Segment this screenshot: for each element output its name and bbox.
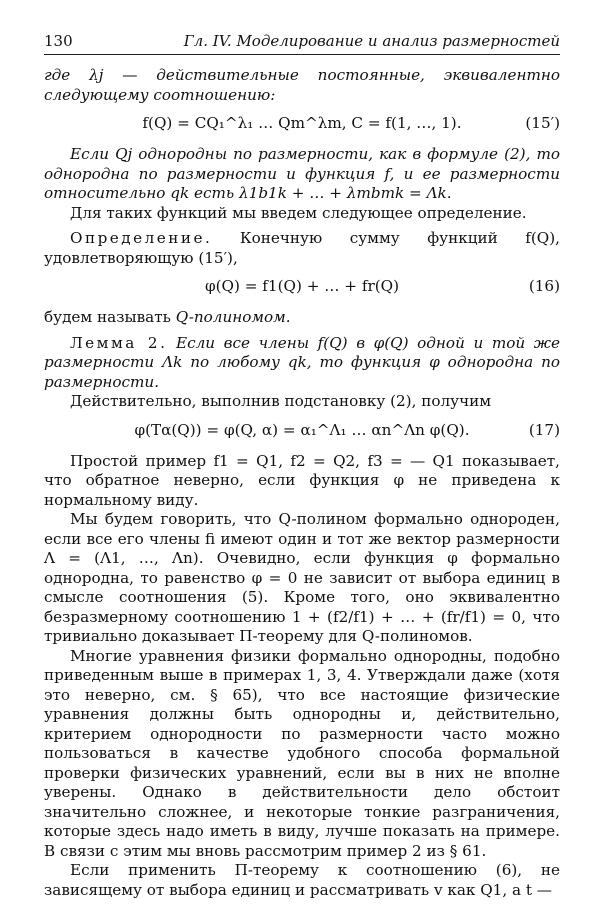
lemma-text: Если все члены f(Q) в φ(Q) одной и той же размерности Λk по любому qk, то функция φ однородна по размерности. <box>44 333 560 391</box>
paragraph: Если применить П-теорему к соотношению (6), не зависящему от выбора единиц и рассматривать v как Q1, а t — <box>44 861 560 899</box>
page-body <box>44 66 560 900</box>
paragraph <box>44 308 560 328</box>
equation-15prime <box>44 114 560 136</box>
page-number: 130 <box>44 32 73 50</box>
equation-17 <box>44 421 560 443</box>
equation-number: (17) <box>528 420 560 439</box>
definition-text: Конечную сумму функций f(Q), удовлетворяющую (15′), <box>44 229 560 267</box>
page-header <box>44 30 560 55</box>
equation-formula: φ(Tα(Q)) = φ(Q, α) = α₁^Λ₁ … αn^Λn φ(Q). <box>134 420 470 439</box>
definition-paragraph <box>44 229 560 268</box>
paragraph: Действительно, выполнив подстановку (2), получим <box>70 392 492 410</box>
paragraph: Простой пример f1 = Q1, f2 = Q2, f3 = — Q1 показывает, что обратное неверно, если функция φ не приведена к нормальному виду. <box>44 451 560 509</box>
paragraph-text: будем называть <box>44 308 176 326</box>
equation-number: (16) <box>528 277 560 295</box>
definition-term: Определение. <box>70 229 213 247</box>
equation-formula: f(Q) = CQ₁^λ₁ … Qm^λm, C = f(1, …, 1). <box>142 114 462 132</box>
paragraph: Многие уравнения физики формально однородны, подобно приведенным выше в примерах 1, 3, 4. Утверждали даже (хотя это неверно, см. § 65), что все настоящие физические уравнения должны быть однородны и, действительно, критерием однородности по размерности часто можно пользоваться в качестве удобного способа формальной проверки физических уравнений, если вы в них не вполне уверены. Однако в действительности дело обстоит значительно сложнее, и некоторые тонкие разграничения, которые здесь надо иметь в виду, лучше показать на примере. В связи с этим мы вновь рассмотрим пример 2 из § 61. <box>44 646 560 860</box>
equation-formula: φ(Q) = f1(Q) + … + fr(Q) <box>204 277 400 295</box>
paragraph: Мы будем говорить, что Q-полином формально однороден, если все его члены fi имеют один и тот же вектор размерности Λ = (Λ1, …, Λn). Очевидно, если функция φ формально однородна, то равенство φ = 0 не зависит от выбора единиц в смысле соотношения (5). Кроме того, оно эквивалентно безразмерному соотношению 1 + (f2/f1) + … + (fr/f1) = 0, что тривиально доказывает П-теорему для Q-полиномов. <box>44 510 560 645</box>
running-title: Гл. IV. Моделирование и анализ размерностей <box>183 32 560 50</box>
equation-number: (15′) <box>525 114 560 132</box>
paragraph: Если Qj однородны по размерности, как в формуле (2), то однородна по размерности и функция f, и ее размерности относительно qk есть λ1b1k + … + λmbmk = Λk. <box>44 145 560 202</box>
paragraph: Для таких функций мы введем следующее определение. <box>70 203 527 222</box>
lemma-paragraph <box>44 334 560 393</box>
equation-16 <box>44 277 560 299</box>
lemma-term: Лемма 2. <box>70 333 168 352</box>
paragraph: где λj — действительные постоянные, эквивалентно следующему соотношению: <box>44 66 560 104</box>
emphasis-text: Q-полиномом. <box>175 308 291 326</box>
